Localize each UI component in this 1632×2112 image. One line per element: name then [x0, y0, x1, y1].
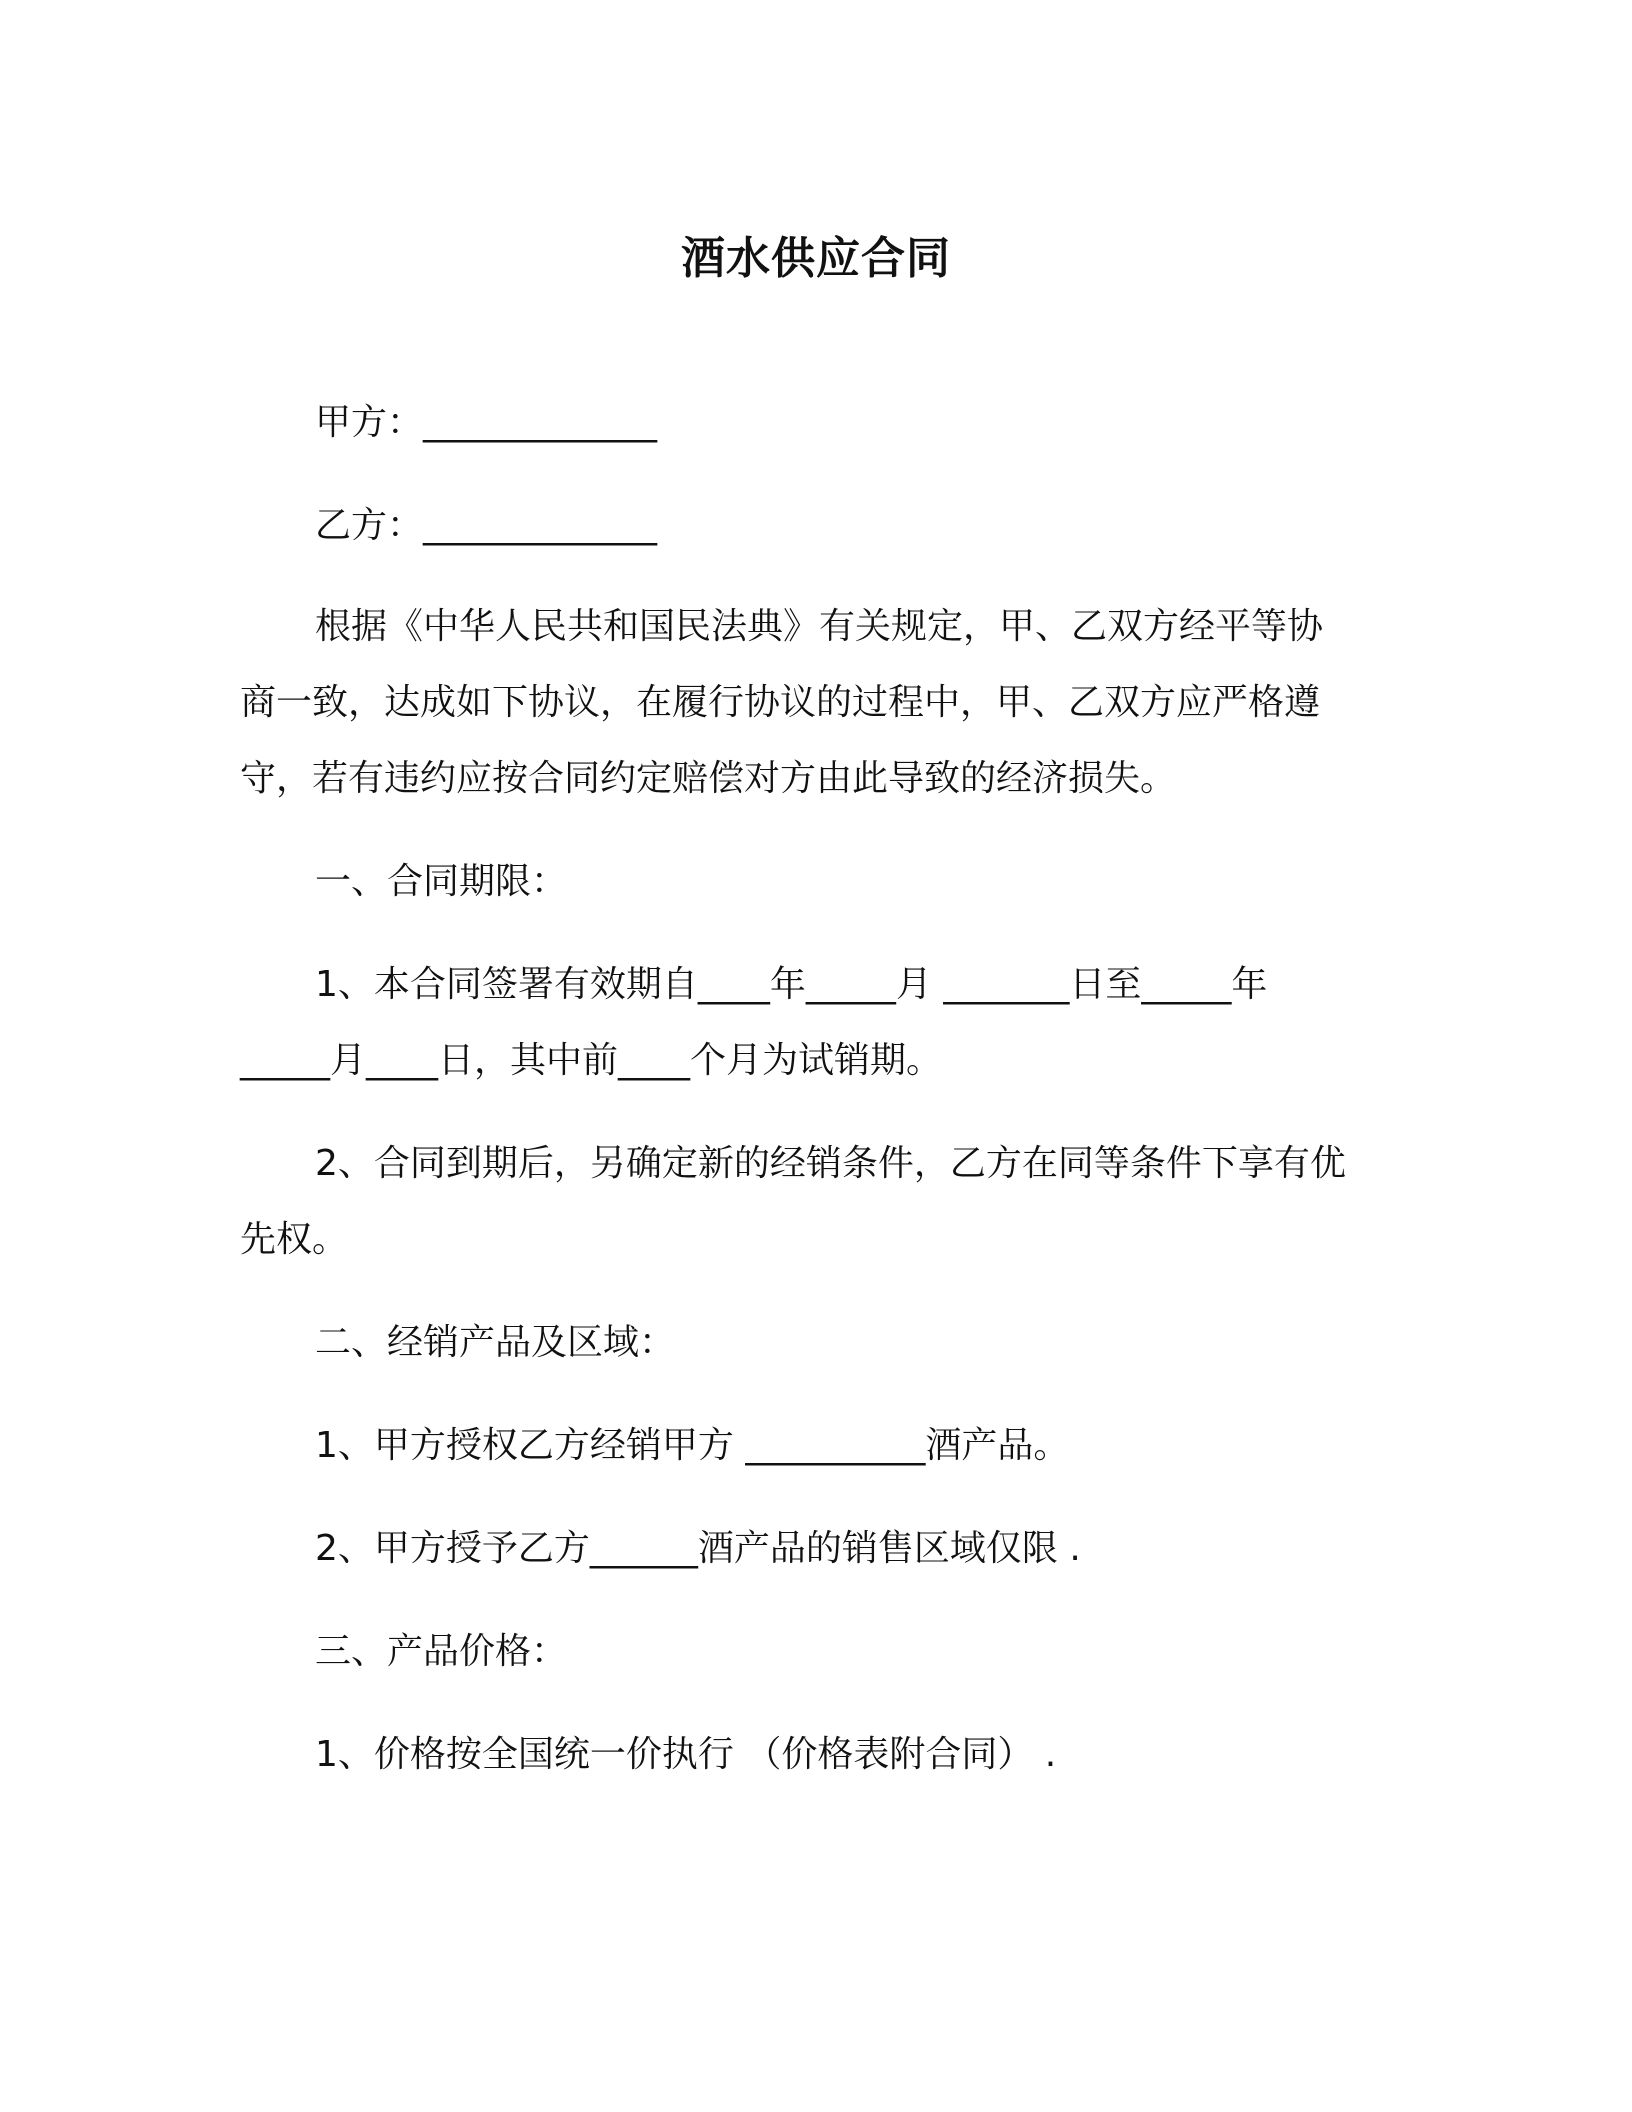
section-1-item-1-line-2: _____月____日，其中前____个月为试销期。 [240, 1040, 943, 1081]
section-2-item-2: 2、甲方授予乙方______酒产品的销售区域仅限 . [315, 1528, 1081, 1569]
section-2-heading: 二、经销产品及区域： [315, 1322, 676, 1363]
preamble-line-3: 守，若有违约应按合同约定赔偿对方由此导致的经济损失。 [240, 758, 1177, 799]
section-3-heading: 三、产品价格： [315, 1631, 568, 1672]
preamble-line-1: 根据《中华人民共和国民法典》有关规定，甲、乙双方经平等协 [315, 606, 1324, 647]
document-title: 酒水供应合同 [681, 233, 951, 284]
section-1-item-2-line-1: 2、合同到期后，另确定新的经销条件，乙方在同等条件下享有优 [315, 1143, 1346, 1184]
party-a-line: 甲方：_____________ [315, 402, 658, 443]
party-b-line: 乙方：_____________ [315, 505, 658, 546]
section-1-heading: 一、合同期限： [315, 861, 568, 902]
section-2-item-1: 1、甲方授权乙方经销甲方 __________酒产品。 [315, 1425, 1070, 1466]
section-1-item-2-line-2: 先权。 [240, 1219, 349, 1260]
preamble-line-2: 商一致，达成如下协议，在履行协议的过程中，甲、乙双方应严格遵 [240, 682, 1321, 723]
section-1-item-1-line-1: 1、本合同签署有效期自____年_____月 _______日至_____年 [315, 964, 1268, 1005]
section-3-item-1: 1、价格按全国统一价执行 （价格表附合同） . [315, 1734, 1057, 1775]
